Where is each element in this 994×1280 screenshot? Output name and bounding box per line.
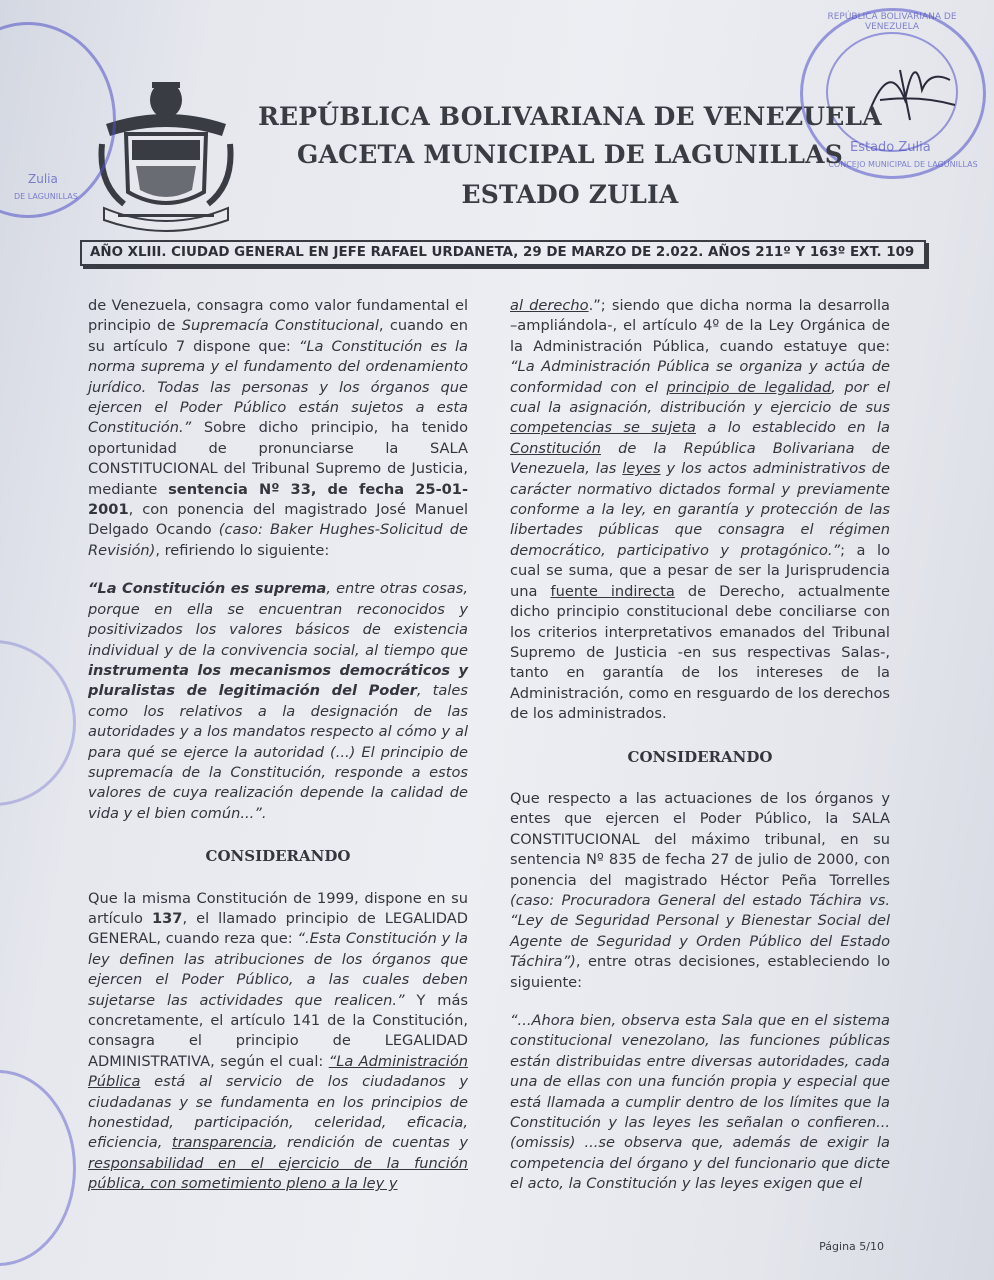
- text-run: Y más concretamente, el artículo 141 de la Constitución, consagra el principio de LEGALIDAD ADMINISTRATIVA, según el cual:: [88, 991, 468, 1070]
- issue-banner: AÑO XLIII. CIUDAD GENERAL EN JEFE RAFAEL URDANETA, 29 DE MARZO DE 2.022. AÑOS 211º Y 163º EXT. 109: [80, 240, 926, 266]
- header-title-line-3: ESTADO ZULIA: [461, 180, 679, 209]
- left-column: [88, 296, 468, 1213]
- text-run: está al servicio de los ciudadanos y ciudadanas y se fundamenta en los principios de honestidad, participación, celeridad, eficacia, eficiencia,: [88, 1073, 468, 1152]
- text-run: (caso: Procuradora General del estado Táchira vs. “Ley de Seguridad Personal y Bienestar Social del Agente de Seguridad y Orden Público del Estado Táchira”): [510, 891, 890, 971]
- text-run: , entre otras cosas, porque en ella se encuentran reconocidos y positivizados los valores básicos de existencia individual y de la convivencia social, al tiempo que: [88, 580, 468, 659]
- text-run: Supremacía Constitucional: [181, 317, 379, 335]
- text-run: , entre otras decisiones, estableciendo lo siguiente:: [510, 953, 890, 991]
- text-run: , refiriendo lo siguiente:: [155, 541, 330, 559]
- text-run: “La Constitución es la norma suprema y el fundamento del ordenamiento jurídico. Todas las personas y los órganos que ejercen el Poder Público están sujetos a esta Constitución.”: [88, 337, 468, 437]
- text-run: al derecho: [510, 297, 589, 314]
- stamp-text-state: Estado Zulia: [850, 140, 931, 155]
- text-run: (caso: Baker Hughes-Solicitud de Revisión): [88, 521, 468, 559]
- page-number: Página 5/10: [819, 1240, 884, 1253]
- text-run: , el llamado principio de LEGALIDAD GENERAL, cuando reza que:: [88, 909, 469, 948]
- text-run: “La Administración Pública: [88, 1052, 468, 1091]
- text-run: , por el cual la asignación, distribución y ejercicio de sus: [510, 378, 890, 417]
- text-run: transparencia: [171, 1134, 273, 1152]
- text-run: Que la misma Constitución de 1999, dispone en su artículo: [88, 889, 468, 927]
- text-run: fuente indirecta: [550, 582, 675, 600]
- text-run: y los actos administrativos de carácter normativo dictados formal y previamente conforme a la ley, en garantía y protección de las libertades públicas que consagra el régimen democrático, participativo y protagónico.”: [510, 460, 890, 559]
- text-run: principio de legalidad: [666, 378, 832, 396]
- considerando-heading-left: CONSIDERANDO: [205, 847, 351, 866]
- text-run: 137: [152, 909, 183, 927]
- stamp-text-circle: REPÚBLICA BOLIVARIANA DE VENEZUELA: [827, 12, 957, 32]
- text-run: sentencia Nº 33, de fecha 25-01-2001: [88, 480, 469, 519]
- text-run: a lo establecido en la: [695, 419, 890, 437]
- stamp-left-text: Zulia: [28, 172, 58, 186]
- right-paragraph-2: [510, 789, 890, 993]
- text-run: de Venezuela, consagra como valor fundamental el principio de: [88, 297, 468, 335]
- text-run: ; a lo cual se suma, que a pesar de ser la Jurisprudencia una: [510, 541, 891, 600]
- left-quote-1: [88, 579, 468, 824]
- text-run: “.Esta Constitución y la ley definen las atribuciones de los órganos que ejercen el Poder Público, a las cuales deben sujetarse las actividades que realicen.”: [88, 930, 469, 1009]
- right-column: [510, 296, 890, 1213]
- text-run: Constitución: [510, 439, 601, 457]
- text-run: competencias se sujeta: [510, 419, 696, 437]
- left-paragraph-1: [88, 296, 468, 561]
- text-run: instrumenta los mecanismos democráticos y pluralistas de legitimación del Poder: [88, 661, 468, 700]
- header-title-line-2: GACETA MUNICIPAL DE LAGUNILLAS: [296, 140, 844, 169]
- right-paragraph-1: [510, 296, 890, 725]
- text-run: responsabilidad en el ejercicio de la función pública, con sometimiento pleno a la ley y: [88, 1154, 468, 1193]
- text-run: Sobre dicho principio, ha tenido oportunidad de pronunciarse la SALA CONSTITUCIONAL del Tribunal Supremo de Justicia, mediante: [88, 419, 468, 498]
- text-run: leyes: [622, 460, 661, 478]
- considerando-heading-right: CONSIDERANDO: [627, 747, 773, 766]
- text-run: Que respecto a las actuaciones de los órganos y entes que ejercen el Poder Público, la SALA CONSTITUCIONAL del máximo tribunal, en su sentencia Nº 835 de fecha 27 de julio de 2000, con ponencia del magistrado Héctor Peña Torrelles: [510, 789, 890, 889]
- stamp-text-bottom: CONCEJO MUNICIPAL DE LAGUNILLAS: [828, 160, 978, 169]
- left-paragraph-2: [88, 889, 468, 1195]
- header-title-line-1: REPÚBLICA BOLIVARIANA DE VENEZUELA: [258, 102, 882, 131]
- right-quote-1: “...Ahora bien, observa esta Sala que en el sistema constitucional venezolano, las funciones públicas están distribuidas entre diversas autoridades, cada una de ellas con una función propia y especial que está llamada a cumplir dentro de los límites que la Constitución y las leyes les señalan o confieren... (omissis) ...se observa que, además de exigir la competencia del órgano y del funcionario que dicte el acto, la Constitución y las leyes exigen que el: [510, 1012, 890, 1193]
- text-run: “La Constitución es suprema: [88, 580, 327, 598]
- text-run: , tales como los relativos a la designación de las autoridades y a los mandatos respecto al cómo y al para qué se ejerce la autoridad (...) El principio de supremacía de la Constitución, responde a estos valores de cuya realización depende la calidad de vida y el bien común...”.: [88, 682, 468, 822]
- stamp-left-bottom: DE LAGUNILLAS: [14, 192, 78, 201]
- text-run: .”; siendo que dicha norma la desarrolla –ampliándola-, el artículo 4º de la Ley Orgánica de la Administración Pública, cuando estatuye que:: [510, 297, 890, 355]
- text-run: de la República Bolivariana de Venezuela, las: [510, 439, 890, 478]
- coat-of-arms-icon: [96, 74, 236, 234]
- text-run: “La Administración Pública se organiza y actúa de conformidad con el: [510, 358, 890, 396]
- text-run: de Derecho, actualmente dicho principio constitucional debe conciliarse con los criterios interpretativos emanados del Tribunal Supremo de Justicia -en sus respectivas Salas-, tanto en garantía de los intereses de la Administración, como en resguardo de los derechos de los administrados.: [510, 582, 890, 723]
- text-run: , rendición de cuentas y: [272, 1134, 468, 1152]
- text-run: , con ponencia del magistrado José Manuel Delgado Ocando: [88, 501, 468, 539]
- text-run: , cuando en su artículo 7 dispone que:: [88, 317, 468, 355]
